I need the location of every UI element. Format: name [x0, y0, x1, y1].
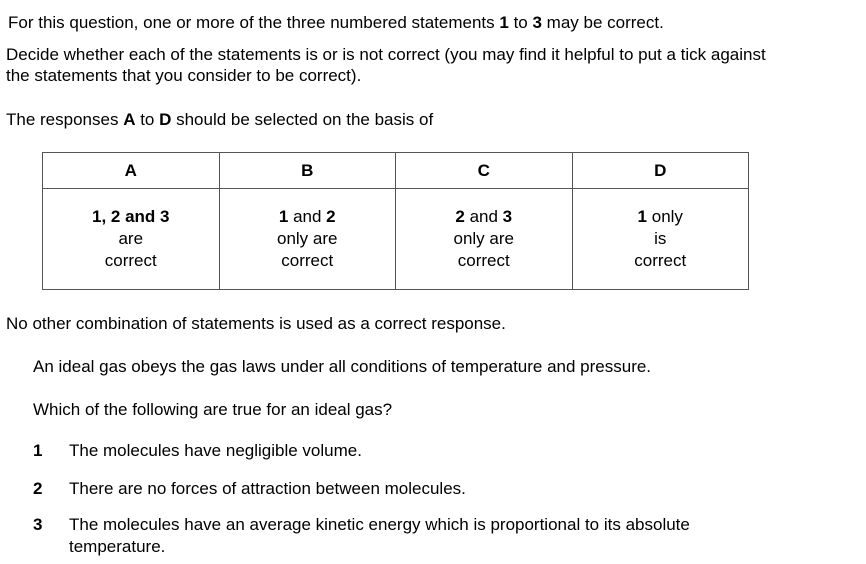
cell-b: 1 and 2 only are correct — [219, 189, 396, 290]
cell-a: 1, 2 and 3 are correct — [43, 189, 220, 290]
cell-d: 1 only is correct — [572, 189, 749, 290]
statement-text-continued: temperature. — [69, 537, 166, 556]
table-header-row — [43, 153, 749, 189]
statement-number: 3 — [33, 515, 43, 534]
statement-text: The molecules have an average kinetic energy which is proportional to its absolute — [69, 515, 690, 534]
instruction-line-2: Decide whether each of the statements is or is not correct (you may find it helpful to put a tick against — [6, 45, 766, 64]
statement-text: There are no forces of attraction between molecules. — [69, 479, 466, 498]
cell-c: 2 and 3 only are correct — [396, 189, 573, 290]
statement-number: 1 — [33, 441, 43, 460]
instruction-line-3: the statements that you consider to be correct). — [6, 66, 362, 85]
table-row — [43, 189, 749, 290]
header-cell-d: D — [572, 153, 749, 189]
question-stem: An ideal gas obeys the gas laws under all conditions of temperature and pressure. — [33, 357, 652, 376]
header-cell-c: C — [396, 153, 573, 189]
combination-note: No other combination of statements is used as a correct response. — [6, 314, 506, 333]
instruction-line-4: The responses A to D should be selected on the basis of — [6, 110, 434, 129]
instruction-line-1: For this question, one or more of the three numbered statements 1 to 3 may be correct. — [8, 13, 664, 32]
statement-number: 2 — [33, 479, 43, 498]
statement-text: The molecules have negligible volume. — [69, 441, 362, 460]
header-cell-a: A — [43, 153, 220, 189]
response-key-table — [42, 152, 749, 290]
question-prompt: Which of the following are true for an ideal gas? — [33, 400, 393, 419]
header-cell-b: B — [219, 153, 396, 189]
